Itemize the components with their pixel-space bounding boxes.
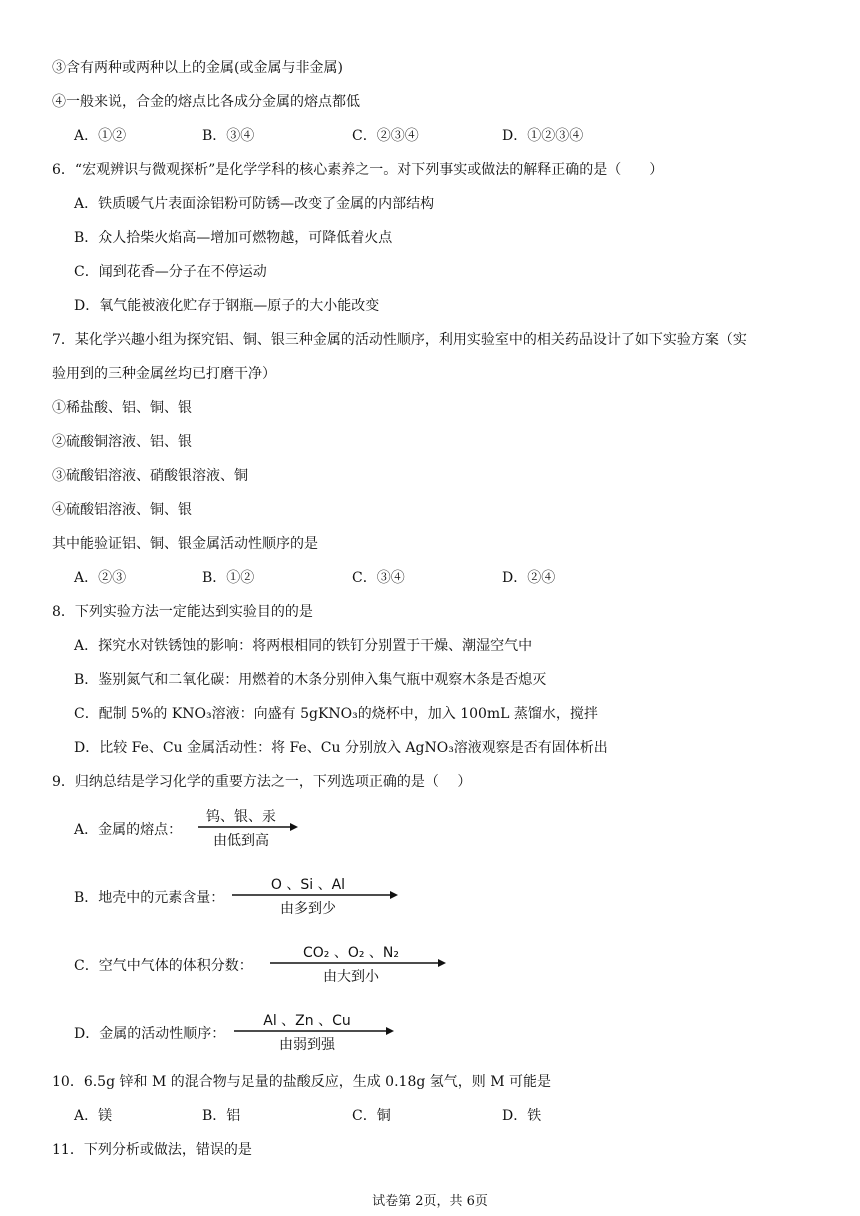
q9-option-a: [74, 808, 674, 852]
q7-stem-line1: 7．某化学兴趣小组为探究铝、铜、银三种金属的活动性顺序，利用实验室中的相关药品设计了如下实验方案（实: [52, 332, 747, 348]
arrow-right-icon: [232, 890, 398, 900]
q9-option-a-label: A．金属的熔点：: [74, 822, 183, 838]
q9-stem: 9．归纳总结是学习化学的重要方法之一，下列选项正确的是（ ）: [52, 774, 472, 790]
page-footer: 试卷第 2页，共 6页: [372, 1194, 488, 1209]
q7-option-a: A．②③: [74, 570, 127, 586]
arrow-right-icon: [270, 958, 446, 968]
q9-option-c-sequence: CO₂ 、O₂ 、N₂: [302, 945, 400, 961]
q5-item-3: ③含有两种或两种以上的金属(或金属与非金属): [52, 60, 343, 76]
q9-option-d-label: D．金属的活动性顺序：: [74, 1026, 226, 1042]
q7-item-3: ③硫酸铝溶液、硝酸银溶液、铜: [52, 468, 248, 484]
q11-stem: 11．下列分析或做法，错误的是: [52, 1142, 252, 1158]
q8-option-c: C．配制 5%的 KNO₃溶液：向盛有 5gKNO₃的烧杯中，加入 100mL 蒸馏水，搅拌: [74, 706, 598, 722]
q7-stem-line2: 验用到的三种金属丝均已打磨干净）: [52, 366, 276, 382]
q7-item-4: ④硫酸铝溶液、铜、银: [52, 502, 192, 518]
q7-option-c: C．③④: [352, 570, 405, 586]
q6-stem: 6．“宏观辨识与微观探析”是化学学科的核心素养之一。对下列事实或做法的解释正确的是（ ）: [52, 162, 664, 178]
q10-options: [74, 1106, 694, 1126]
q9-option-d-order: 由弱到强: [279, 1037, 335, 1053]
q9-option-a-arrow: [198, 808, 298, 852]
q6-option-a: A．铁质暖气片表面涂铝粉可防锈—改变了金属的内部结构: [74, 196, 435, 212]
q6-option-c: C．闻到花香—分子在不停运动: [74, 264, 267, 280]
q5-option-b: B．③④: [202, 128, 255, 144]
q10-option-d: D．铁: [502, 1108, 542, 1124]
q6-option-b: B．众人拾柴火焰高—增加可燃物越，可降低着火点: [74, 230, 393, 246]
q7-question: 其中能验证铝、铜、银金属活动性顺序的是: [52, 536, 318, 552]
q6-option-d: D．氧气能被液化贮存于钢瓶—原子的大小能改变: [74, 298, 380, 314]
q10-stem: 10．6.5g 锌和 M 的混合物与足量的盐酸反应，生成 0.18g 氢气，则 M 可能是: [52, 1074, 551, 1090]
q7-option-b: B．①②: [202, 570, 255, 586]
q7-item-1: ①稀盐酸、铝、铜、银: [52, 400, 192, 416]
q8-stem: 8．下列实验方法一定能达到实验目的的是: [52, 604, 313, 620]
arrow-right-icon: [198, 822, 298, 832]
arrow-right-icon: [234, 1026, 394, 1036]
q10-option-c: C．铜: [352, 1108, 391, 1124]
q9-option-a-sequence: 钨、银、汞: [206, 809, 276, 825]
q9-option-d: [74, 1012, 674, 1056]
q9-option-c: [74, 944, 674, 988]
q5-option-c: C．②③④: [352, 128, 419, 144]
q5-option-a: A．①②: [74, 128, 127, 144]
q5-item-4: ④一般来说，合金的熔点比各成分金属的熔点都低: [52, 94, 360, 110]
q9-option-b-sequence: O 、Si 、Al: [270, 877, 346, 893]
q10-option-a: A．镁: [74, 1108, 113, 1124]
q9-option-b: [74, 876, 674, 920]
q9-option-d-arrow: [234, 1012, 394, 1056]
q9-option-b-label: B．地壳中的元素含量：: [74, 890, 225, 906]
q9-option-a-order: 由低到高: [213, 833, 269, 849]
q9-option-d-sequence: Al 、Zn 、Cu: [263, 1013, 351, 1029]
q7-options: [74, 568, 694, 588]
q5-option-d: D．①②③④: [502, 128, 584, 144]
q5-options: [74, 126, 694, 146]
q8-option-d: D．比较 Fe、Cu 金属活动性：将 Fe、Cu 分别放入 AgNO₃溶液观察是否有固体析出: [74, 740, 608, 756]
q7-item-2: ②硫酸铜溶液、铝、银: [52, 434, 192, 450]
q8-option-a: A．探究水对铁锈蚀的影响：将两根相同的铁钉分别置于干燥、潮湿空气中: [74, 638, 533, 654]
q8-option-b: B．鉴别氮气和二氧化碳：用燃着的木条分别伸入集气瓶中观察木条是否熄灭: [74, 672, 547, 688]
q9-option-b-order: 由多到少: [280, 901, 336, 917]
q9-option-c-arrow: [270, 944, 446, 988]
q7-option-d: D．②④: [502, 570, 556, 586]
q10-option-b: B．铝: [202, 1108, 241, 1124]
q9-option-b-arrow: [232, 876, 398, 920]
q9-option-c-label: C．空气中气体的体积分数：: [74, 958, 253, 974]
q9-option-c-order: 由大到小: [323, 969, 379, 985]
